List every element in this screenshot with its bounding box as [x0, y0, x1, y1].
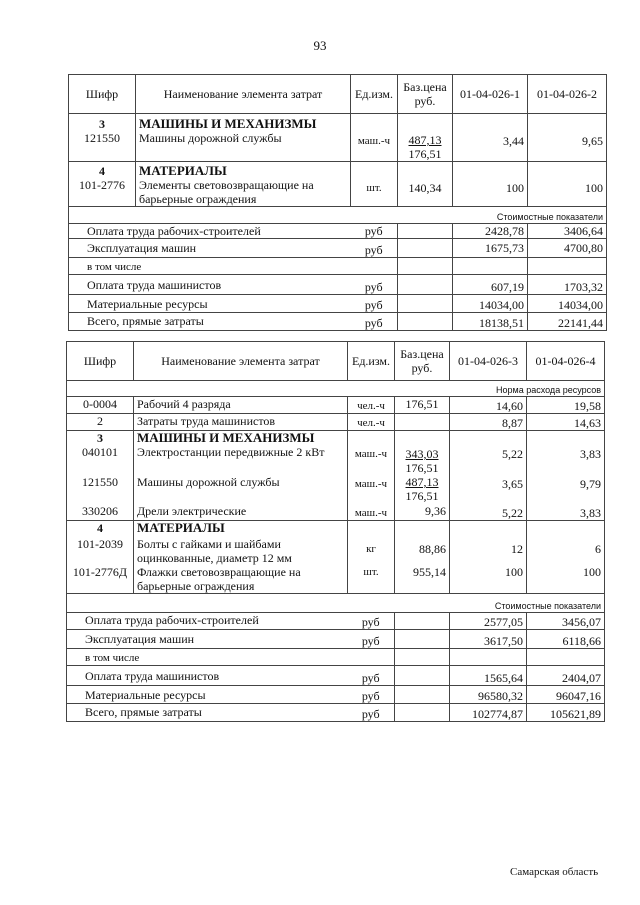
col-header-code: Шифр: [69, 75, 136, 114]
norm-label: Норма расхода ресурсов: [496, 385, 601, 395]
price-cell: [395, 414, 450, 431]
section-cell: [67, 521, 134, 594]
resource-code: 121550: [82, 475, 118, 489]
col-header-v1: 01-04-026-1: [453, 75, 528, 114]
value-cell: 5,22 3,65 5,22: [450, 431, 527, 521]
resource-code: 330206: [82, 504, 118, 518]
resource-code: 101-2776Д: [72, 565, 128, 579]
norm-label-row: [67, 381, 605, 397]
totals-row: Всего, прямые затраты руб 102774,87 105621,89: [67, 704, 605, 722]
value-cell: 12 100: [450, 521, 527, 594]
table-row: [67, 521, 605, 594]
unit-cell: маш.-ч маш.-ч маш.-ч: [348, 431, 395, 521]
resource-code: 0-0004: [67, 397, 134, 414]
table-row: [69, 114, 607, 162]
value-cell: 9,65: [528, 114, 607, 162]
price-cell: 343,03 176,51 487,13 176,51 9,36: [395, 431, 450, 521]
col-header-name: Наименование элемента затрат: [134, 342, 348, 381]
section-number: 4: [99, 164, 105, 178]
section-title: МАШИНЫ И МЕХАНИЗМЫ: [137, 430, 315, 445]
resource-code: 040101: [82, 445, 118, 459]
section-title: МАТЕРИАЛЫ: [139, 163, 227, 178]
name-cell: [134, 431, 348, 521]
totals-row: Эксплуатация машин руб 3617,50 6118,66: [67, 630, 605, 649]
resource-name: Болты с гайками и шайбами оцинкованные, диаметр 12 мм: [137, 537, 292, 565]
estimate-table-2: [66, 341, 605, 722]
table-header-row: [69, 75, 607, 114]
totals-row: Оплата труда рабочих-строителей руб 2428,78 3406,64: [69, 224, 607, 239]
table-row: [69, 162, 607, 207]
estimate-table-1: [68, 74, 607, 331]
totals-row: Всего, прямые затраты руб 18138,51 22141,44: [69, 313, 607, 331]
section-number: 4: [97, 521, 103, 535]
resource-name: Элементы световозвращающие на барьерные ограждения: [139, 178, 314, 206]
table-header-row: [67, 342, 605, 381]
unit-cell: маш.-ч: [351, 114, 398, 162]
totals-row: в том числе: [67, 649, 605, 666]
section-cell: [69, 114, 136, 162]
section-title: МАТЕРИАЛЫ: [137, 520, 225, 535]
unit-cell: чел.-ч: [348, 397, 395, 414]
name-cell: [134, 521, 348, 594]
price-cell: 140,34: [398, 162, 453, 207]
value-cell: 100: [528, 162, 607, 207]
unit-cell: шт.: [351, 162, 398, 207]
price-cell: 88,86 955,14: [395, 521, 450, 594]
page-number: 93: [313, 38, 327, 53]
col-header-code: Шифр: [67, 342, 134, 381]
col-header-name: Наименование элемента затрат: [136, 75, 351, 114]
footer-region: Самарская область: [510, 866, 599, 878]
section-title: МАШИНЫ И МЕХАНИЗМЫ: [139, 116, 317, 131]
resource-name: Флажки световозвращающие на барьерные ограждения: [137, 565, 301, 593]
section-number: 3: [97, 431, 103, 445]
resource-code: 101-2776: [79, 178, 125, 192]
totals-row: Материальные ресурсы руб 14034,00 14034,00: [69, 295, 607, 313]
table-row: [67, 414, 605, 431]
section-number: 3: [99, 117, 105, 131]
value-cell: 14,60: [450, 397, 527, 414]
resource-code: 2: [67, 414, 134, 431]
totals-row: Оплата труда машинистов руб 607,19 1703,32: [69, 275, 607, 295]
resource-name: Машины дорожной службы: [137, 475, 280, 489]
resource-name: Затраты труда машинистов: [134, 414, 348, 431]
cost-indicators-label: Стоимостные показатели: [496, 212, 603, 222]
resource-name: Дрели электрические: [137, 504, 247, 518]
value-cell: 3,44: [453, 114, 528, 162]
col-header-price: Баз.цена руб.: [398, 75, 453, 114]
resource-code: 101-2039: [77, 537, 123, 551]
col-header-unit: Ед.изм.: [348, 342, 395, 381]
table-row: [67, 431, 605, 521]
resource-code: 121550: [84, 131, 120, 145]
resource-name: Рабочий 4 разряда: [134, 397, 348, 414]
cost-indicators-label: Стоимостные показатели: [494, 601, 601, 611]
value-cell: 6 100: [527, 521, 605, 594]
col-header-unit: Ед.изм.: [351, 75, 398, 114]
price-cell: 487,13 176,51: [398, 114, 453, 162]
cost-indicator-label-row: [67, 594, 605, 613]
price-cell: 176,51: [395, 397, 450, 414]
table-row: [67, 397, 605, 414]
resource-name: Электростанции передвижные 2 кВт: [137, 445, 325, 459]
totals-row: Материальные ресурсы руб 96580,32 96047,16: [67, 686, 605, 704]
section-cell: [67, 431, 134, 521]
col-header-v2: 01-04-026-2: [528, 75, 607, 114]
section-cell: [69, 162, 136, 207]
col-header-v3: 01-04-026-3: [450, 342, 527, 381]
totals-row: Эксплуатация машин руб 1675,73 4700,80: [69, 239, 607, 258]
col-header-v4: 01-04-026-4: [527, 342, 605, 381]
cost-indicator-label-row: [69, 207, 607, 224]
value-cell: 100: [453, 162, 528, 207]
name-cell: [136, 114, 351, 162]
value-cell: 14,63: [527, 414, 605, 431]
resource-name: Машины дорожной службы: [139, 131, 282, 145]
totals-row: Оплата труда рабочих-строителей руб 2577,05 3456,07: [67, 613, 605, 630]
value-cell: 3,83 9,79 3,83: [527, 431, 605, 521]
unit-cell: кг шт.: [348, 521, 395, 594]
name-cell: [136, 162, 351, 207]
value-cell: 8,87: [450, 414, 527, 431]
totals-row: Оплата труда машинистов руб 1565,64 2404,07: [67, 666, 605, 686]
totals-row: в том числе: [69, 258, 607, 275]
value-cell: 19,58: [527, 397, 605, 414]
unit-cell: чел.-ч: [348, 414, 395, 431]
col-header-price: Баз.цена руб.: [395, 342, 450, 381]
